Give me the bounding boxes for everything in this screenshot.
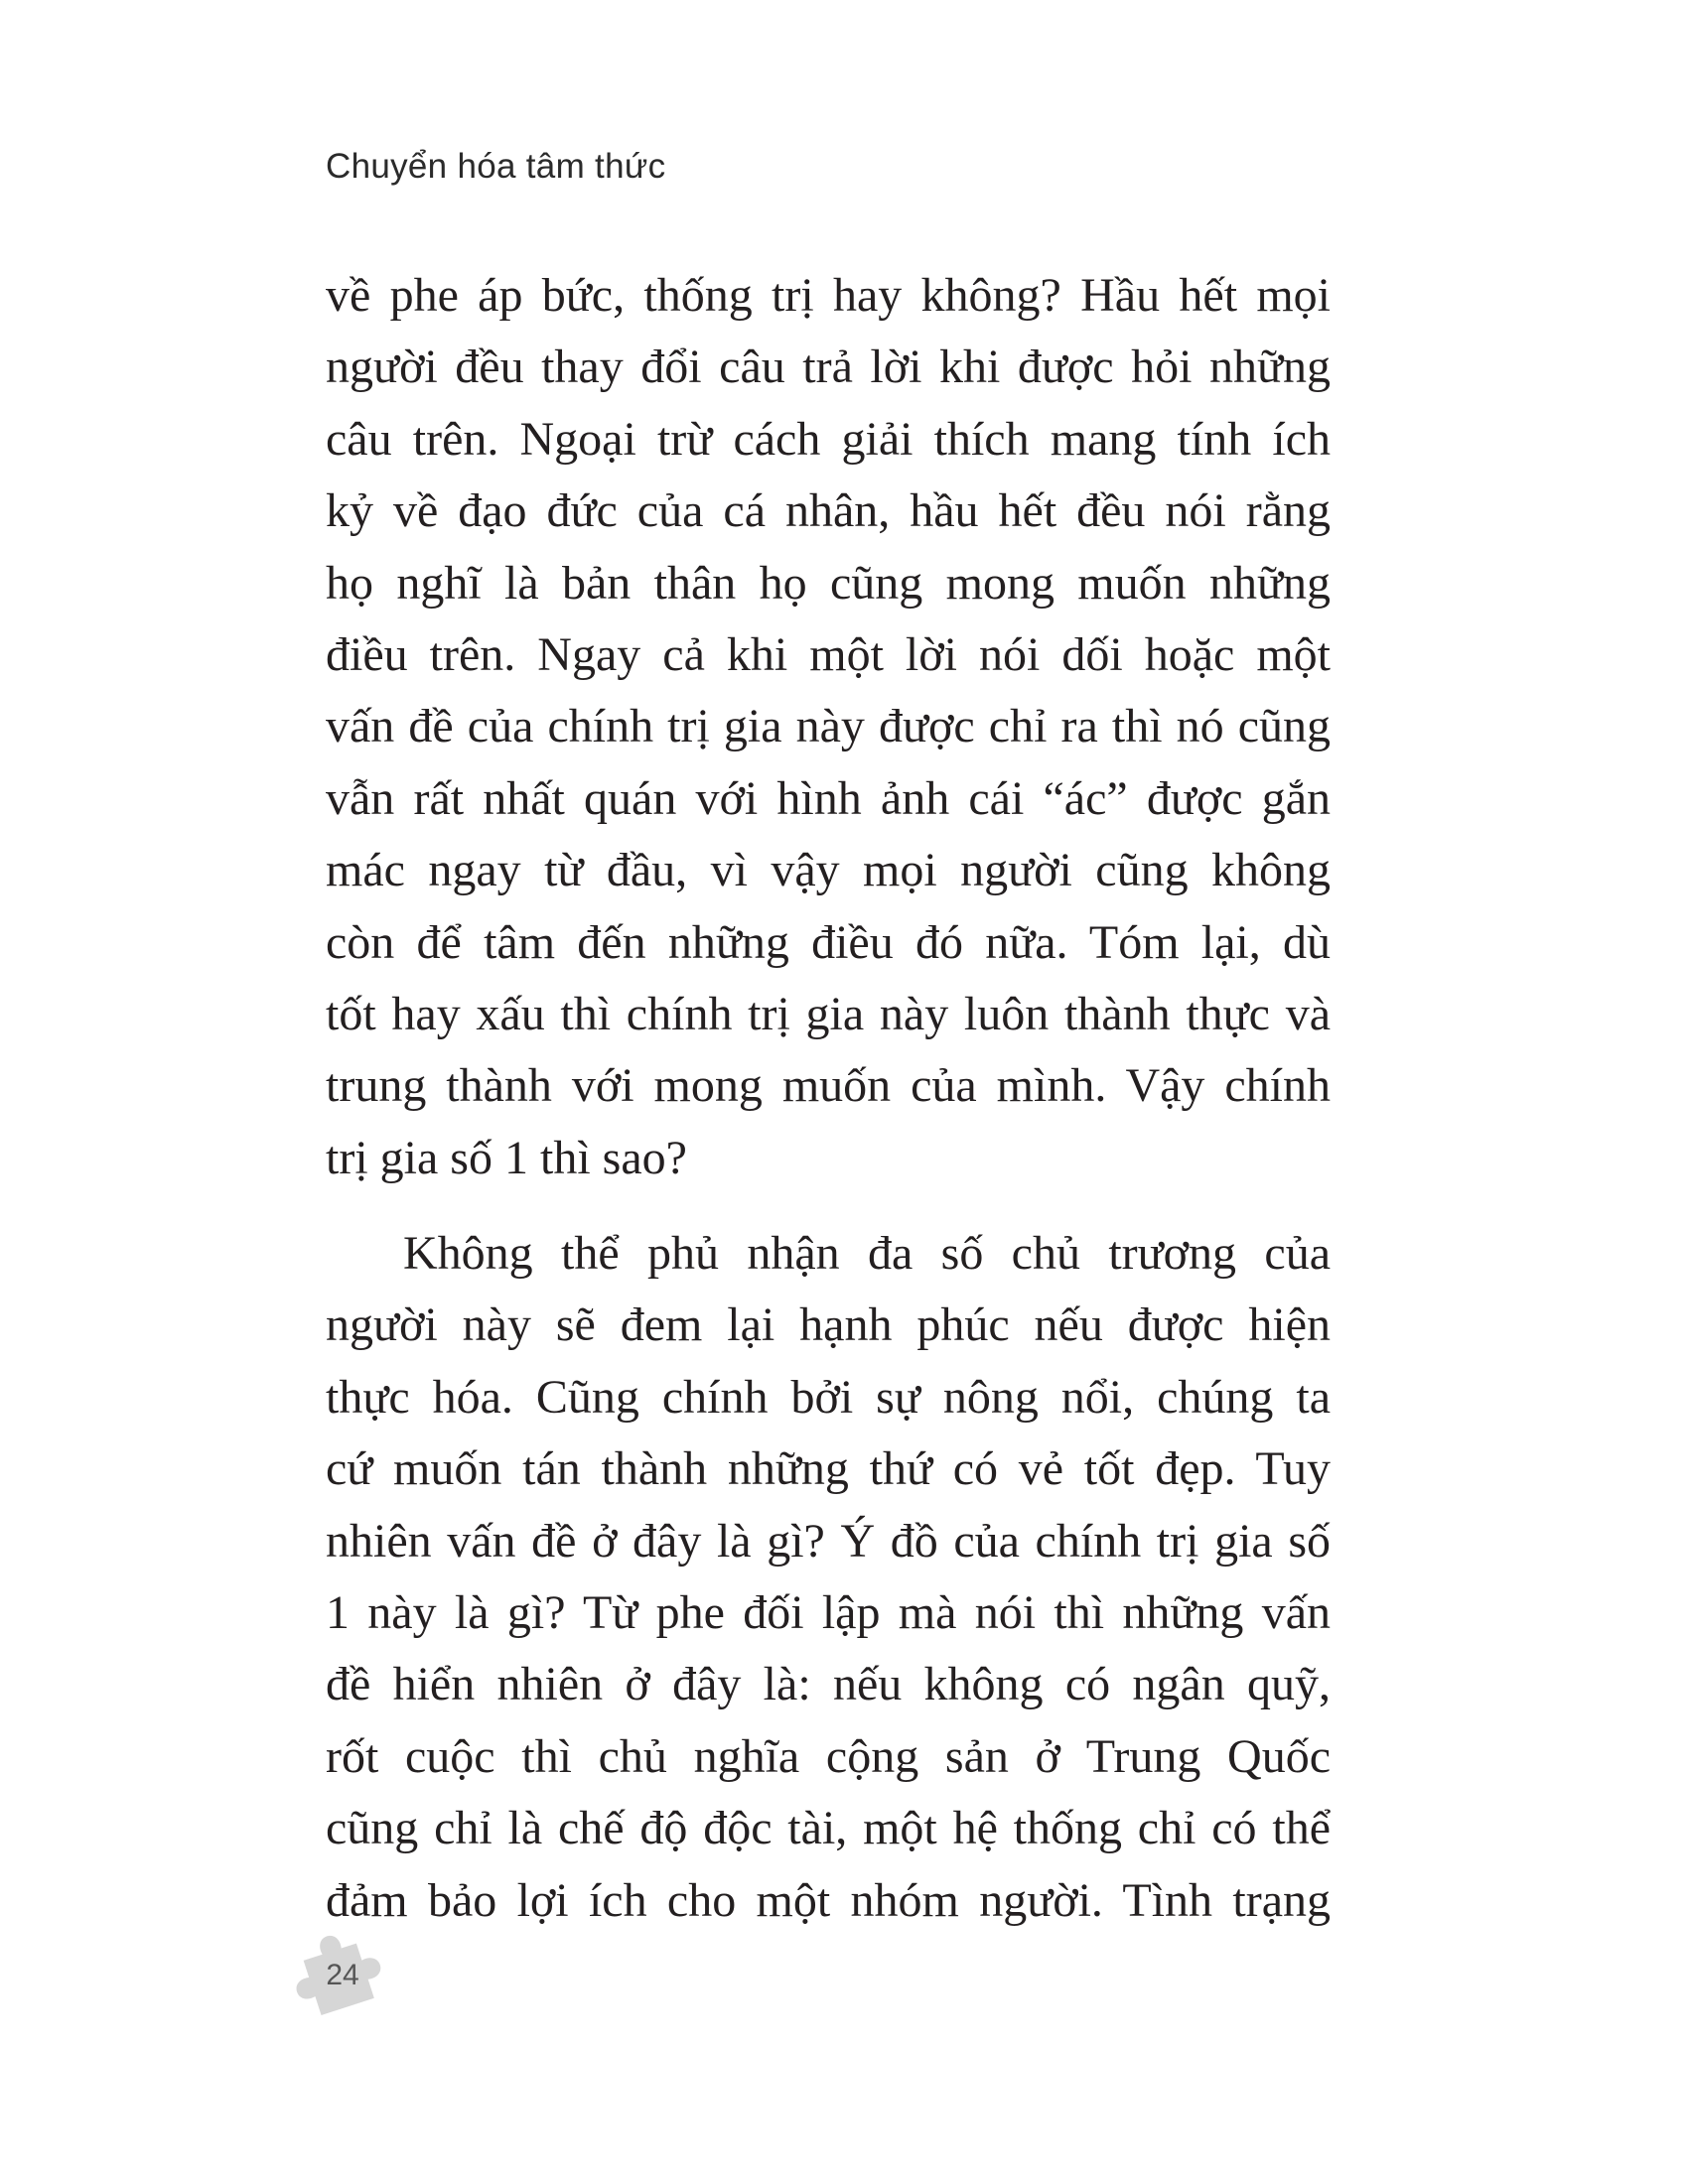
paragraph-2-line: người này sẽ đem lại hạnh phúc nếu được hiện xyxy=(326,1298,1331,1352)
paragraph-1-line: còn để tâm đến những điều đó nữa. Tóm lại, dù xyxy=(326,915,1331,969)
paragraph-2-line: rốt cuộc thì chủ nghĩa cộng sản ở Trung Quốc xyxy=(326,1729,1331,1783)
paragraph-2-line: Không thể phủ nhận đa số chủ trương của xyxy=(403,1227,1331,1281)
paragraph-1-line: kỷ về đạo đức của cá nhân, hầu hết đều nói rằng xyxy=(326,484,1331,538)
paragraph-1-line: họ nghĩ là bản thân họ cũng mong muốn những xyxy=(326,556,1331,610)
paragraph-1-line: về phe áp bức, thống trị hay không? Hầu hết mọi xyxy=(326,269,1331,322)
paragraph-1-line: vẫn rất nhất quán với hình ảnh cái “ác” được gắn xyxy=(326,771,1331,825)
paragraph-1-line: trị gia số 1 thì sao? xyxy=(326,1131,687,1184)
paragraph-2-line: cứ muốn tán thành những thứ có vẻ tốt đẹp. Tuy xyxy=(326,1442,1331,1496)
paragraph-1-line: vấn đề của chính trị gia này được chỉ ra thì nó cũng xyxy=(326,700,1331,753)
paragraph-2-line: thực hóa. Cũng chính bởi sự nông nổi, chúng ta xyxy=(326,1370,1331,1424)
body-text xyxy=(326,260,1331,1937)
paragraph-1-line: trung thành với mong muốn của mình. Vậy chính xyxy=(326,1059,1331,1113)
paragraph-1-line: mác ngay từ đầu, vì vậy mọi người cũng không xyxy=(326,844,1331,897)
paragraph-gap xyxy=(326,1194,1331,1218)
paragraph-1-line: người đều thay đổi câu trả lời khi được hỏi những xyxy=(326,341,1331,394)
paragraph-2-line: đề hiển nhiên ở đây là: nếu không có ngân quỹ, xyxy=(326,1658,1331,1711)
paragraph-2-line: nhiên vấn đề ở đây là gì? Ý đồ của chính trị gia số xyxy=(326,1514,1331,1568)
paragraph-1-line: tốt hay xấu thì chính trị gia này luôn thành thực và xyxy=(326,987,1331,1040)
running-header-title: Chuyển hóa tâm thức xyxy=(326,147,666,186)
paragraph-2-line: cũng chỉ là chế độ độc tài, một hệ thống chỉ có thể xyxy=(326,1802,1331,1855)
paragraph-1-line: điều trên. Ngay cả khi một lời nói dối hoặc một xyxy=(326,627,1331,681)
paragraph-1-line: câu trên. Ngoại trừ cách giải thích mang tính ích xyxy=(326,412,1331,466)
paragraph-2-line: 1 này là gì? Từ phe đối lập mà nói thì những vấn xyxy=(326,1586,1331,1640)
page-number: 24 xyxy=(326,1959,359,1991)
page-number-badge xyxy=(288,1921,387,2020)
paragraph-2-line: đảm bảo lợi ích cho một nhóm người. Tình trạng xyxy=(326,1873,1331,1927)
